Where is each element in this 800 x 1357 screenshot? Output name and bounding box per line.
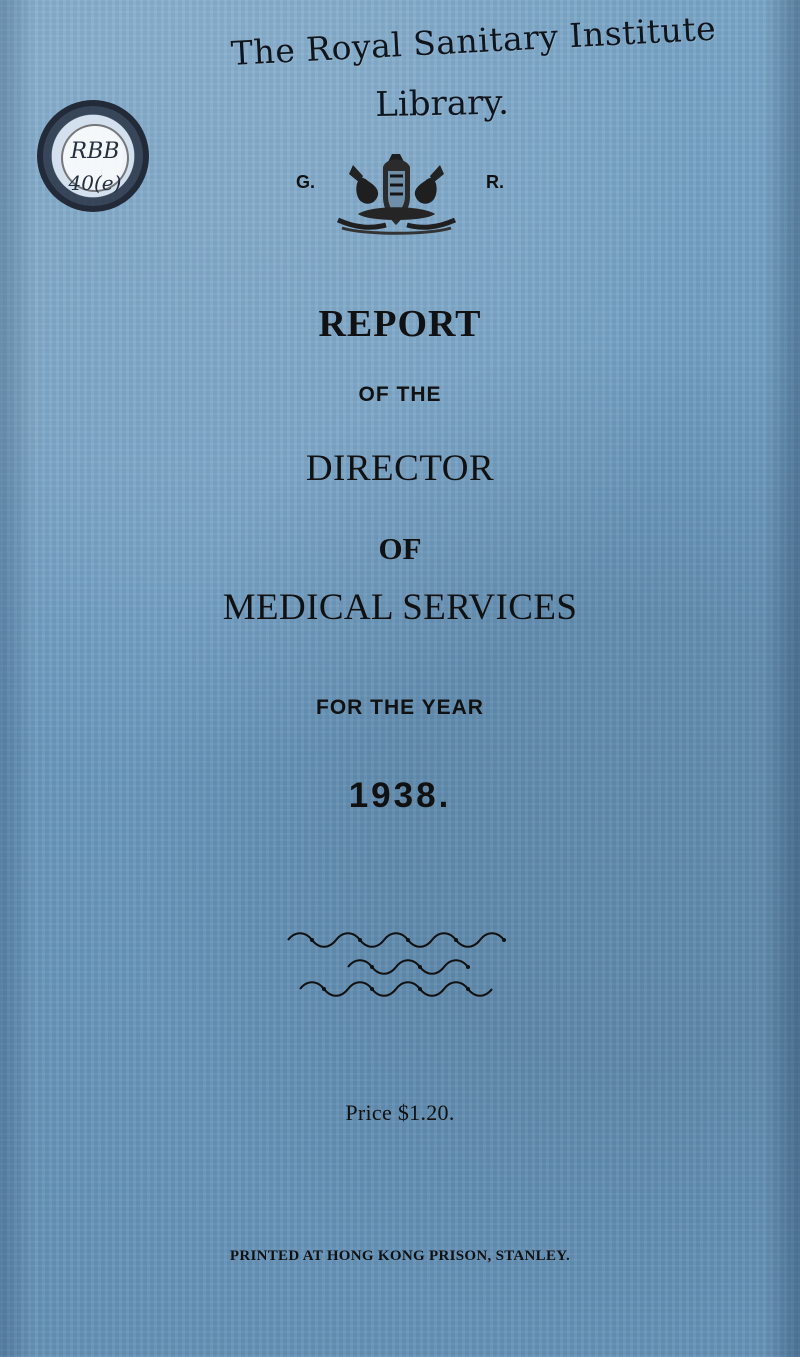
left-page-edge <box>0 0 38 1357</box>
of-the-label: OF THE <box>358 383 442 406</box>
report-title: REPORT <box>318 303 482 345</box>
printer-imprint: PRINTED AT HONG KONG PRISON, STANLEY. <box>229 1248 571 1264</box>
royal-crest <box>296 149 506 241</box>
stamp-line-2: 40(e) <box>68 171 122 195</box>
coat-of-arms-icon <box>334 149 459 237</box>
crest-right-letter: R. <box>486 172 504 192</box>
stamp-center <box>61 124 129 195</box>
of-label: OF <box>378 531 422 566</box>
report-year: 1938. <box>348 776 452 815</box>
library-label <box>230 8 718 154</box>
right-page-edge <box>762 0 800 1357</box>
library-stamp <box>37 100 149 212</box>
decorative-ornament-icon <box>280 928 520 998</box>
stamp-line-1: RBB <box>70 139 120 164</box>
library-label-line-2: Library. <box>375 82 510 125</box>
library-label-line-1: The Royal Sanitary Institute <box>230 8 718 73</box>
for-the-year-label: FOR THE YEAR <box>316 696 484 719</box>
director-label: DIRECTOR <box>305 448 495 489</box>
medical-services-label: MEDICAL SERVICES <box>222 587 578 628</box>
crest-left-letter: G. <box>296 172 316 192</box>
price-label: Price $1.20. <box>345 1100 455 1125</box>
